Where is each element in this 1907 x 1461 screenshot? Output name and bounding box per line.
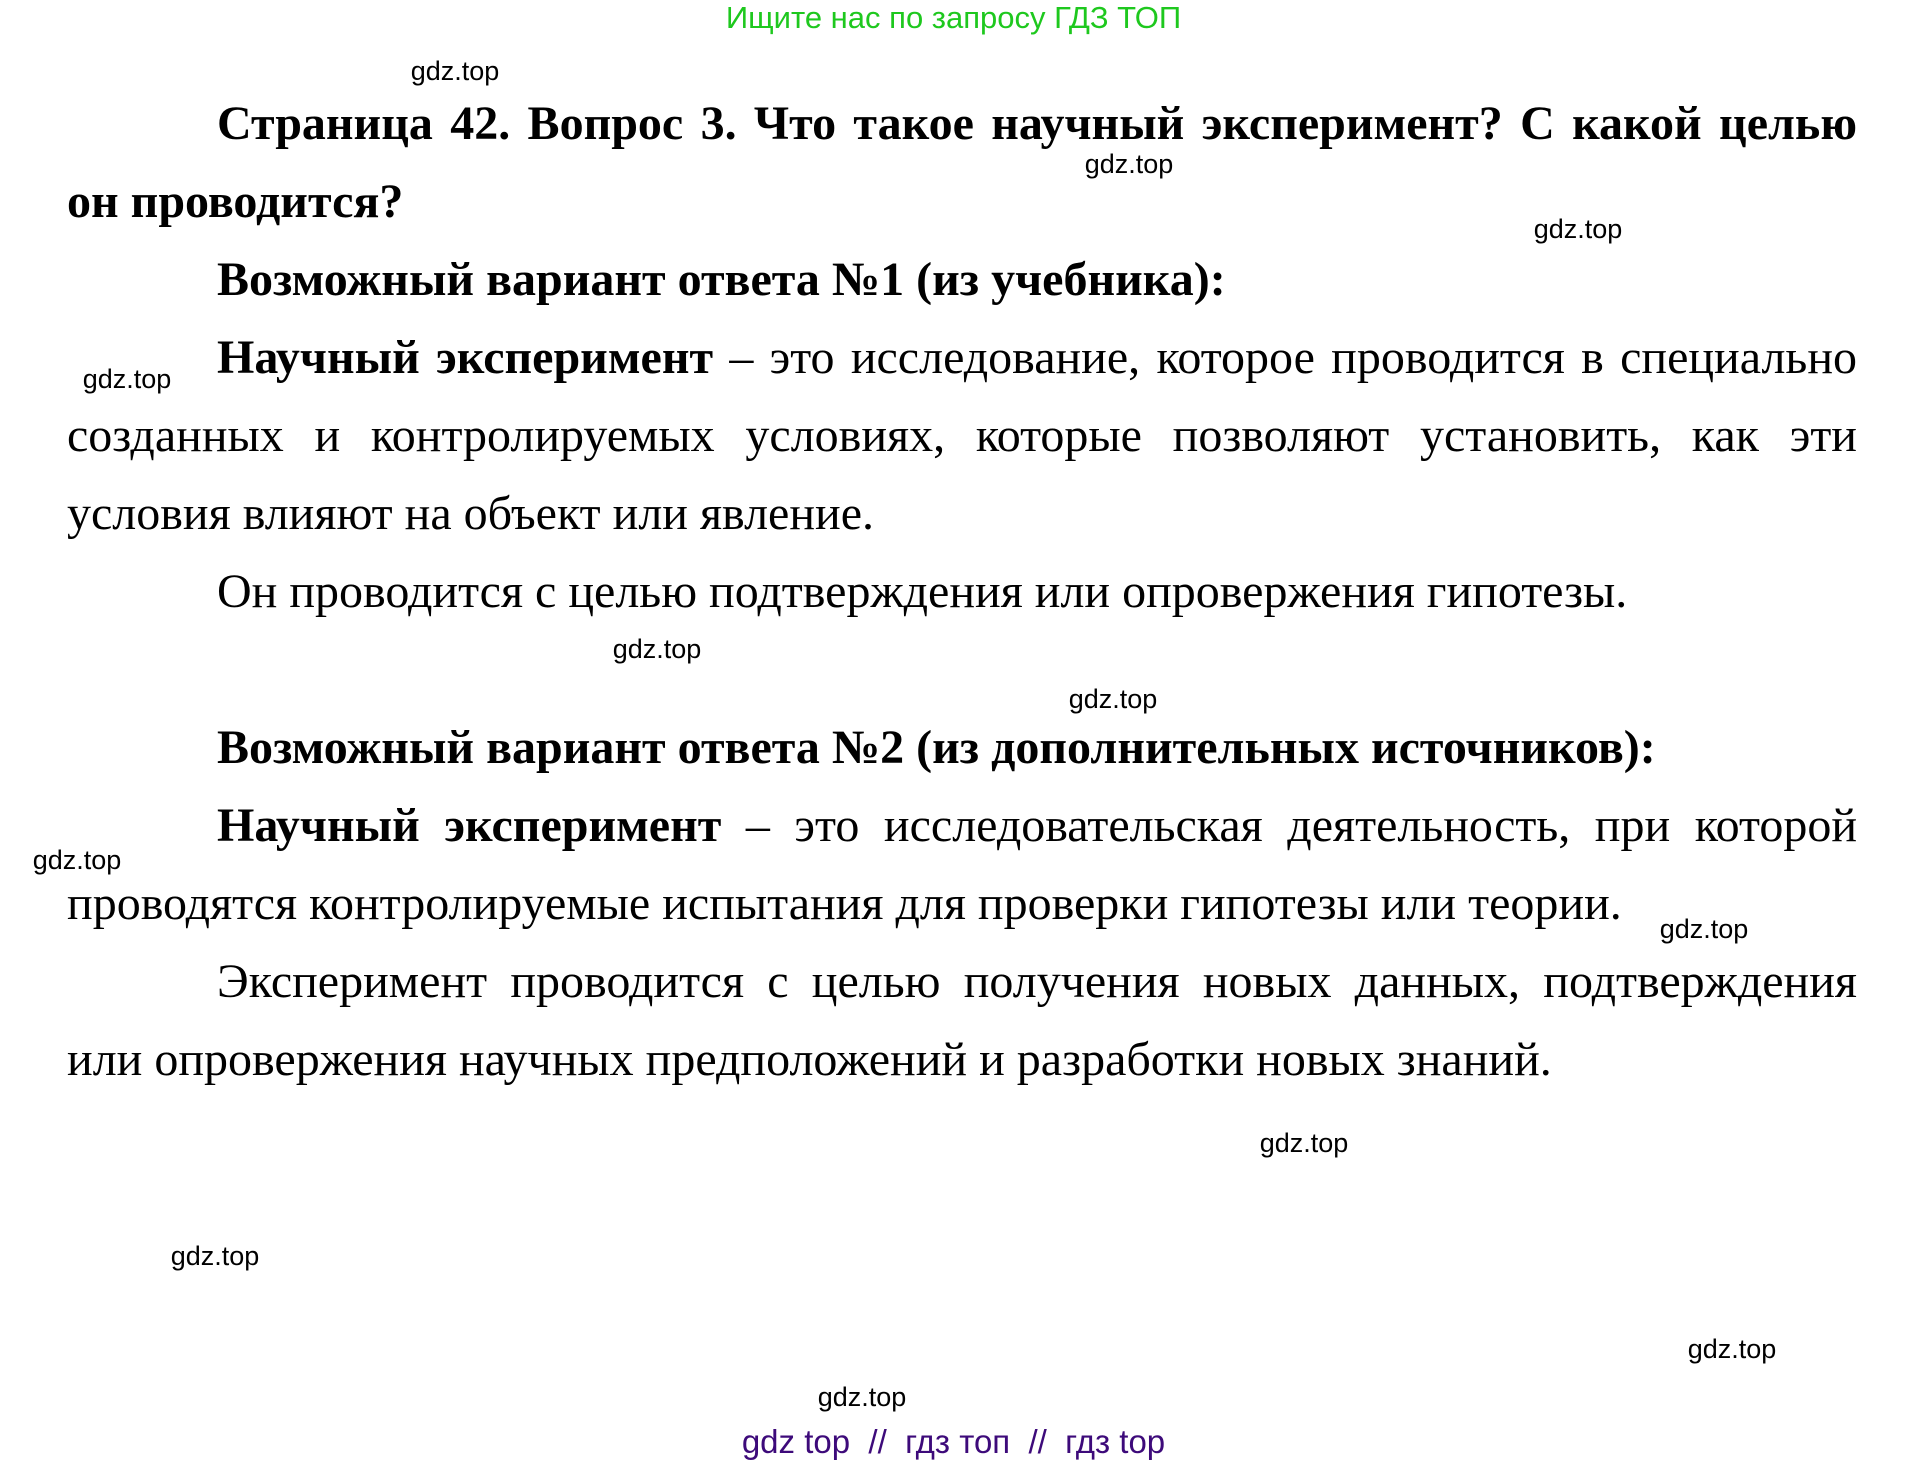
footer-links[interactable] — [0, 1424, 1907, 1460]
watermark: gdz.top — [612, 634, 702, 664]
watermark: gdz.top — [1068, 684, 1158, 714]
answer2-heading-text: Возможный вариант ответа №2 (из дополнительных источников): — [217, 721, 1656, 774]
answer1-purpose: Он проводится с целью подтверждения или опровержения гипотезы. — [217, 565, 1628, 618]
watermark: gdz.top — [1084, 149, 1174, 179]
watermark: gdz.top — [410, 56, 500, 86]
question-text: Что такое научный эксперимент? С какой целью он проводится? — [67, 97, 1857, 228]
watermark: gdz.top — [170, 1241, 260, 1271]
watermark: gdz.top — [817, 1382, 907, 1412]
watermark: gdz.top — [32, 845, 122, 875]
answer2-purpose: Эксперимент проводится с целью получения новых данных, подтверждения или опровержения научных предположений и разработки новых знаний. — [67, 955, 1857, 1086]
question-title: Страница 42. Вопрос 3. — [217, 97, 737, 150]
answer2-definition-text: – это исследовательская деятельность, при которой проводятся контролируемые испытания для проверки гипотезы или теории. — [67, 799, 1858, 930]
answer1-definition-text: – это исследование, которое проводится в специально созданных и контролируемых условиях, которые позволяют установить, как эти условия влияют на объект или явление. — [67, 331, 1858, 540]
answer2-heading — [67, 709, 1857, 787]
answer1-term: Научный эксперимент — [217, 331, 714, 384]
watermark: gdz.top — [1687, 1334, 1777, 1364]
watermark: gdz.top — [1259, 1128, 1349, 1158]
answer2-definition — [67, 787, 1857, 943]
answer1-heading — [67, 241, 1857, 319]
answer1-definition — [67, 319, 1857, 553]
answer1-heading-text: Возможный вариант ответа №1 (из учебника): — [217, 253, 1226, 306]
footer-text[interactable]: gdz top // гдз топ // гдз top — [741, 1423, 1166, 1460]
watermark: gdz.top — [1533, 214, 1623, 244]
search-hint-banner: Ищите нас по запросу ГДЗ ТОП — [725, 0, 1182, 35]
watermark: gdz.top — [1659, 914, 1749, 944]
watermark: gdz.top — [82, 364, 172, 394]
answer2-term: Научный эксперимент — [217, 799, 722, 852]
